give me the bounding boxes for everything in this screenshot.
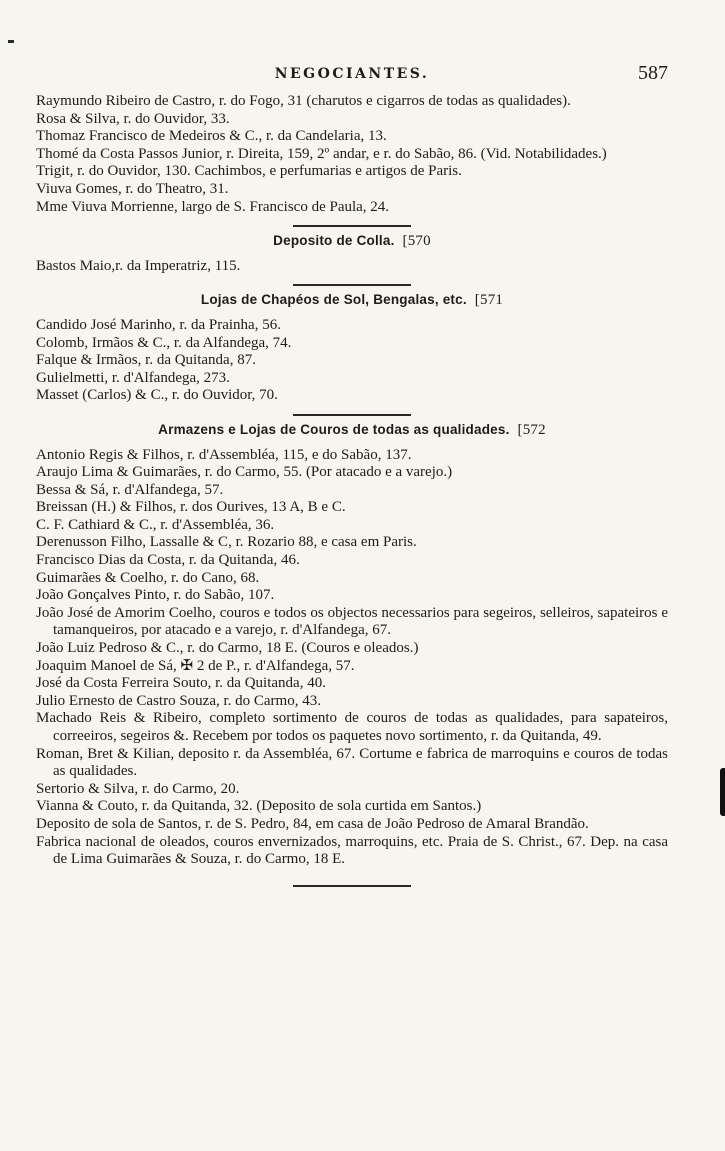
list-item: Viuva Gomes, r. do Theatro, 31. [36,180,229,197]
list-item: Trigit, r. do Ouvidor, 130. Cachimbos, e perfumarias e artigos de Paris. [36,163,462,180]
page-header [36,62,668,86]
list-item: Deposito de sola de Santos, r. de S. Pedro, 84, em casa de João Pedroso de Amaral Brandão. [36,815,589,832]
list-item: Raymundo Ribeiro de Castro, r. do Fogo, 31 (charutos e cigarros de todas as qualidades). [36,93,571,109]
list-item: Mme Viuva Morrienne, largo de S. Francisco de Paula, 24. [36,198,390,215]
list-item: Antonio Regis & Filhos, r. d'Assembléa, 115, e do Sabão, 137. [36,446,412,463]
list-item: Julio Ernesto de Castro Souza, r. do Carmo, 43. [36,692,321,709]
list-item: João Gonçalves Pinto, r. do Sabão, 107. [36,587,275,604]
list-item: Gulielmetti, r. d'Alfandega, 273. [36,369,230,386]
list-item: Francisco Dias da Costa, r. da Quitanda, 46. [36,552,300,569]
page-edge-mark [720,768,725,816]
section-couros [36,421,668,869]
section-number: [572 [517,421,546,438]
list-item: João Luiz Pedroso & C., r. do Carmo, 18 E. (Couros e oleados.) [36,640,419,657]
section-heading [36,421,668,440]
list-item: Bastos Maio,r. da Imperatriz, 115. [36,257,241,274]
list-item: Guimarães & Coelho, r. do Cano, 68. [36,569,260,586]
list-item: José da Costa Ferreira Souto, r. da Quitanda, 40. [36,675,326,692]
section-divider [293,225,411,227]
directory-content [36,93,668,887]
list-item: Sertorio & Silva, r. do Carmo, 20. [36,780,240,797]
list-item: Falque & Irmãos, r. da Quitanda, 87. [36,352,256,369]
list-item: Rosa & Silva, r. do Ouvidor, 33. [36,110,230,127]
list-item: Breissan (H.) & Filhos, r. dos Ourives, 13 A, B e C. [36,499,346,516]
list-item: Machado Reis & Ribeiro, completo sortimento de couros de todas as qualidades, para sapateiros, correeiros, segeiros &. Recebem por todos os paquetes novo sortimento, r. da Quitanda, 49. [36,710,668,744]
section-number: [570 [402,233,431,250]
list-item: João José de Amorim Coelho, couros e todos os objectos necessarios para segeiros, selleiros, sapateiros e tamanqueiros, por atacado e a varejo, r. d'Alfandega, 67. [36,604,668,639]
list-item: Colomb, Irmãos & C., r. da Alfandega, 74. [36,334,292,351]
section-divider [293,284,411,286]
list-item: Fabrica nacional de oleados, couros envernizados, marroquins, etc. Praia de S. Christ., 67. Dep. na casa de Lima Guimarães & Souza, r. do Carmo, 18 E. [36,833,668,868]
section-title: Lojas de Chapéos de Sol, Bengalas, etc. [200,292,467,308]
list-item: Araujo Lima & Guimarães, r. do Carmo, 55. (Por atacado e a varejo.) [36,464,453,481]
list-item: Vianna & Couto, r. da Quitanda, 32. (Deposito de sola curtida em Santos.) [36,798,482,815]
running-title: NEGOCIANTES. [274,66,430,82]
section-heading [36,232,668,251]
section-divider [293,414,411,416]
section-title: Armazens e Lojas de Couros de todas as qualidades. [158,421,510,437]
page-number: 587 [638,62,668,84]
list-item: Thomaz Francisco de Medeiros & C., r. da Candelaria, 13. [36,128,387,145]
section-number: [571 [474,292,504,309]
section-chapeos-sol [36,291,668,405]
list-item: Joaquim Manoel de Sá, ✠ 2 de P., r. d'Alfandega, 57. [36,657,355,674]
closing-divider [293,885,411,887]
list-item: Roman, Bret & Kilian, deposito r. da Assembléa, 67. Cortume e fabrica de marroquins e couros de todas as qualidades. [36,745,668,780]
margin-mark [8,40,14,43]
list-item: Candido José Marinho, r. da Prainha, 56. [36,316,281,333]
section-heading [36,291,668,310]
list-item: C. F. Cathiard & C., r. d'Assembléa, 36. [36,516,275,533]
list-item: Derenusson Filho, Lassalle & C, r. Rozario 88, e casa em Paris. [36,534,417,551]
list-item: Thomé da Costa Passos Junior, r. Direita, 159, 2º andar, e r. do Sabão, 86. (Vid. Notabilidades.) [36,145,607,162]
list-item: Bessa & Sá, r. d'Alfandega, 57. [36,481,224,498]
list-item: Masset (Carlos) & C., r. do Ouvidor, 70. [36,387,278,404]
section-title: Deposito de Colla. [273,233,395,249]
section-deposito-colla [36,232,668,275]
intro-entries [36,93,668,216]
